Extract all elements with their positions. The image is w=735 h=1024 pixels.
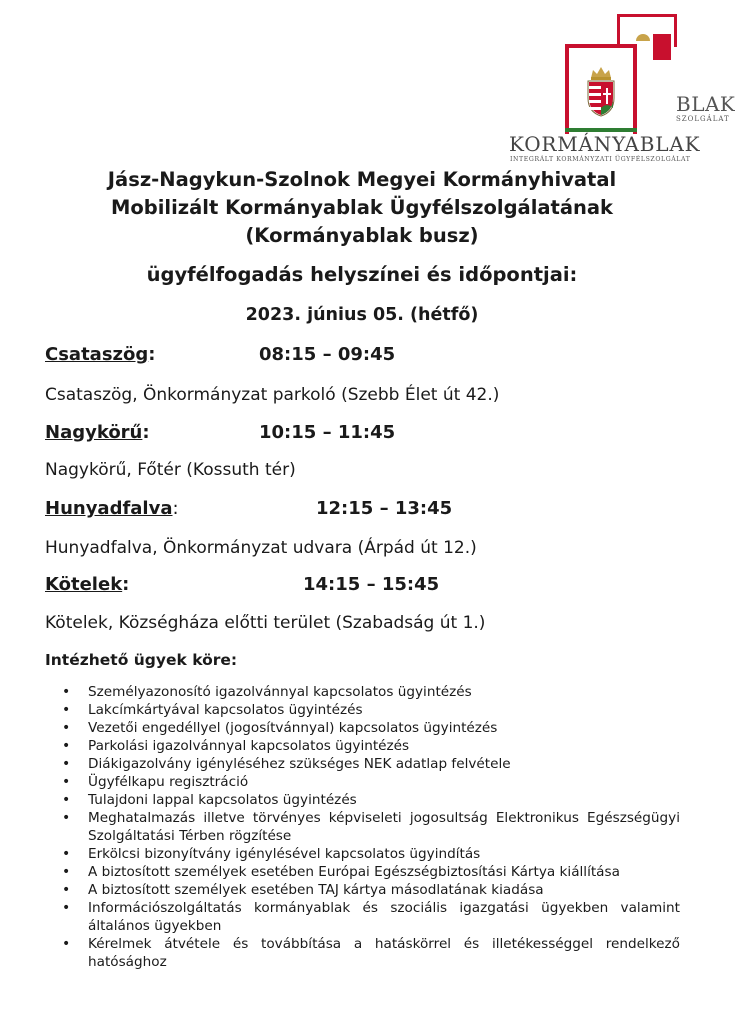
services-heading: Intézhető ügyek köre:	[45, 651, 238, 669]
event-date: 2023. június 05. (hétfő)	[245, 305, 479, 325]
list-item: • Vezetői engedéllyel (jogosítvánnyal) kapcsolatos ügyintézés	[62, 719, 680, 737]
back-logo-text: BLAK	[676, 92, 735, 116]
location-colon: :	[148, 344, 156, 365]
location-colon: :	[172, 498, 179, 519]
location-name-text: Hunyadfalva	[45, 498, 173, 519]
list-item: • Diákigazolvány igényléséhez szükséges NEK adatlap felvétele	[62, 755, 680, 773]
list-item: • Információszolgáltatás kormányablak és szociális igazgatási ügyekben valamint általános ügyekben	[62, 899, 680, 935]
list-item: • Tulajdoni lappal kapcsolatos ügyintézés	[62, 791, 680, 809]
title-line-3: (Kormányablak busz)	[245, 224, 479, 247]
list-item: • Ügyfélkapu regisztráció	[62, 773, 680, 791]
services-list	[62, 683, 680, 971]
list-item: • A biztosított személyek esetében TAJ kártya másodlatának kiadása	[62, 881, 680, 899]
location-name	[45, 420, 150, 446]
location-address: Nagykörű, Főtér (Kossuth tér)	[45, 460, 296, 480]
location-colon: :	[122, 574, 130, 595]
location-address: Kötelek, Községháza előtti terület (Szabadság út 1.)	[45, 613, 486, 633]
list-item: • Kérelmek átvétele és továbbítása a hatáskörrel és illetékességgel rendelkező hatósághoz	[62, 935, 680, 971]
list-item: • Erkölcsi bizonyítvány igénylésével kapcsolatos ügyindítás	[62, 845, 680, 863]
kormanyablak-logo	[500, 0, 735, 170]
title-line-2: Mobilizált Kormányablak Ügyfélszolgálatának	[110, 196, 614, 219]
location-name	[45, 496, 179, 522]
location-address: Hunyadfalva, Önkormányzat udvara (Árpád út 12.)	[45, 538, 477, 558]
hungarian-coat-of-arms-icon	[584, 64, 618, 118]
subtitle: ügyfélfogadás helyszínei és időpontjai:	[146, 263, 578, 286]
location-name	[45, 572, 129, 598]
list-item: • Személyazonosító igazolvánnyal kapcsolatos ügyintézés	[62, 683, 680, 701]
location-name	[45, 342, 155, 368]
list-item: • A biztosított személyek esetében Európai Egészségbiztosítási Kártya kiállítása	[62, 863, 680, 881]
list-item: • Lakcímkártyával kapcsolatos ügyintézés	[62, 701, 680, 719]
list-item: • Parkolási igazolvánnyal kapcsolatos ügyintézés	[62, 737, 680, 755]
back-logo-dome	[636, 34, 650, 41]
location-name-text: Kötelek	[45, 574, 123, 595]
list-item: • Meghatalmazás illetve törvényes képviseleti jogosultság Elektronikus Egészségügyi Szolgáltatási Térben rögzítése	[62, 809, 680, 845]
location-name-text: Csataszög	[45, 344, 149, 365]
back-logo-tab	[653, 34, 671, 60]
location-colon: :	[142, 422, 150, 443]
location-time: 10:15 – 11:45	[259, 422, 396, 443]
location-name-text: Nagykörű	[45, 422, 143, 443]
location-time: 08:15 – 09:45	[259, 344, 396, 365]
logo-brand-subtext: INTEGRÁLT KORMÁNYZATI ÜGYFÉLSZOLGÁLAT	[510, 156, 691, 163]
location-time: 12:15 – 13:45	[316, 498, 453, 519]
title-line-1: Jász-Nagykun-Szolnok Megyei Kormányhivatal	[107, 168, 617, 191]
back-logo-subtext: SZOLGÁLAT	[676, 115, 730, 123]
logo-brand-text: KORMÁNYABLAK	[509, 132, 701, 156]
location-address: Csataszög, Önkormányzat parkoló (Szebb Élet út 42.)	[45, 385, 500, 405]
location-time: 14:15 – 15:45	[303, 574, 440, 595]
